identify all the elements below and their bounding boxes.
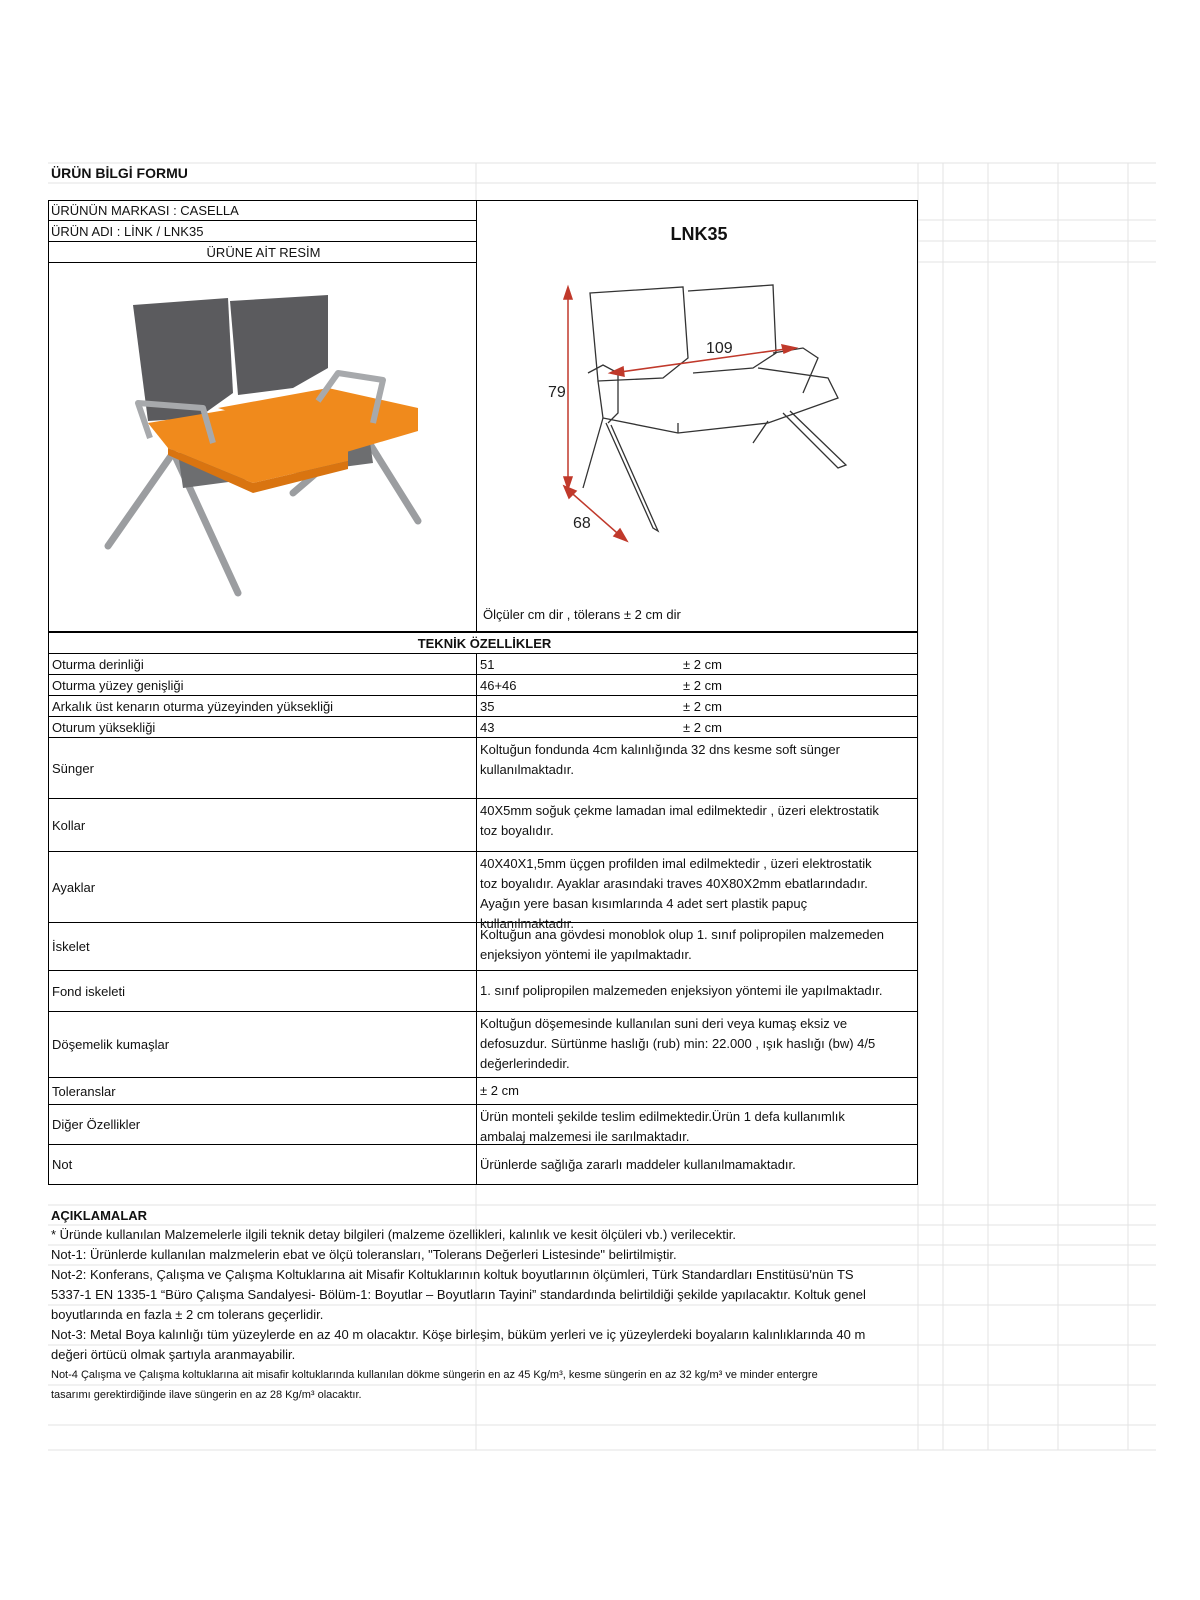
note-line: 5337-1 EN 1335-1 “Büro Çalışma Sandalyesi- Bölüm-1: Boyutlar – Boyutların Tayini” standardında belirtildiği şekilde yapılacaktır. Koltuk genel <box>51 1287 866 1302</box>
spec-value <box>476 1012 918 1078</box>
measure-label: Arkalık üst kenarın oturma yüzeyinden yüksekliği <box>48 696 477 717</box>
measure-label: Oturma derinliği <box>48 654 477 675</box>
note-line: Not-1: Ürünlerde kullanılan malzmelerin ebat ve ölçü toleransları, "Tolerans Değerleri Listesinde" belirtilmiştir. <box>51 1247 677 1262</box>
spec-value-text <box>480 981 883 1001</box>
dimension-width: 109 <box>706 340 733 357</box>
spec-label: Not <box>48 1145 477 1185</box>
spec-value-text <box>480 1081 519 1101</box>
product-name-label: ÜRÜN ADI : LİNK / LNK35 <box>48 221 476 242</box>
dimension-drawing <box>528 273 908 573</box>
spec-value-text <box>480 801 917 841</box>
spec-value <box>476 799 918 852</box>
spec-label: Sünger <box>48 738 477 799</box>
spec-value <box>476 923 918 971</box>
spec-value <box>476 1078 918 1105</box>
spec-value <box>476 1105 918 1145</box>
note-line: tasarımı gerektirdiğinde ilave süngerin en az 28 Kg/m³ olacaktır. <box>51 1389 362 1401</box>
spec-value-text <box>480 1155 796 1175</box>
measure-value: 46+46 <box>476 675 918 696</box>
note-line: boyutlarında en fazla ± 2 cm tolerans geçerlidir. <box>51 1307 324 1322</box>
chair-outline <box>583 285 846 531</box>
measure-tolerance: ± 2 cm <box>683 678 722 693</box>
measure-value: 43 <box>476 717 918 738</box>
measure-tolerance: ± 2 cm <box>683 720 722 735</box>
spec-value-line: Ayağın yere basan kısımlarında 4 adet sert plastik papuç <box>480 896 808 911</box>
note-line: değeri örtücü olmak şartıyla aranmayabilir. <box>51 1347 296 1362</box>
spec-value-text <box>480 854 917 934</box>
tech-header: TEKNİK ÖZELLİKLER <box>48 632 918 654</box>
notes-title: AÇIKLAMALAR <box>51 1207 148 1223</box>
form-title: ÜRÜN BİLGİ FORMU <box>51 165 188 181</box>
measure-label: Oturma yüzey genişliği <box>48 675 477 696</box>
spec-label: Fond iskeleti <box>48 971 477 1012</box>
chair-backrest-right <box>230 295 328 395</box>
measure-label: Oturum yüksekliği <box>48 717 477 738</box>
product-photo <box>88 283 448 613</box>
measure-tolerance: ± 2 cm <box>683 699 722 714</box>
spec-value-line: defosuzdur. Sürtünme haslığı (rub) min: 22.000 , ışık haslığı (bw) 4/5 <box>480 1036 876 1051</box>
spec-value-text <box>480 1014 917 1074</box>
spec-value-line: ambalaj malzemesi ile sarılmaktadır. <box>480 1129 690 1144</box>
note-line: Not-2: Konferans, Çalışma ve Çalışma Koltuklarına ait Misafir Koltuklarının koltuk boyutlarının ölçümleri, Türk Standardları Enstitüsü'nün TS <box>51 1267 854 1282</box>
dimension-lines <box>564 287 796 541</box>
spec-value-line: toz boyalıdır. Ayaklar arasındaki traves 40X80X2mm ebatlarındadır. <box>480 876 868 891</box>
dimensions-note: Ölçüler cm dir , tölerans ± 2 cm dir <box>483 606 681 622</box>
spec-value-line: kullanılmaktadır. <box>480 762 574 777</box>
spec-value-line: 40X5mm soğuk çekme lamadan imal edilmektedir , üzeri elektrostatik <box>480 803 879 818</box>
spec-value-line: Koltuğun döşemesinde kullanılan suni deri veya kumaş eksiz ve <box>480 1016 848 1031</box>
spec-value <box>476 1145 918 1185</box>
measure-value: 35 <box>476 696 918 717</box>
dimension-depth: 68 <box>573 515 591 532</box>
model-code: LNK35 <box>670 223 728 244</box>
spec-value-line: ± 2 cm <box>480 1083 519 1098</box>
spec-value-line: değerlerindedir. <box>480 1056 570 1071</box>
spec-value <box>476 971 918 1012</box>
dimension-height: 79 <box>548 384 566 401</box>
spec-label: Döşemelik kumaşlar <box>48 1012 477 1078</box>
brand-label: ÜRÜNÜN MARKASI : CASELLA <box>48 200 476 221</box>
spec-value-line: enjeksiyon yöntemi ile yapılmaktadır. <box>480 947 692 962</box>
spec-value <box>476 852 918 931</box>
image-caption: ÜRÜNE AİT RESİM <box>48 242 476 263</box>
spec-value-line: 1. sınıf polipropilen malzemeden enjeksiyon yöntemi ile yapılmaktadır. <box>480 983 883 998</box>
spec-value-line: Koltuğun ana gövdesi monoblok olup 1. sınıf polipropilen malzemeden <box>480 927 884 942</box>
top-block-divider <box>476 200 477 632</box>
spec-value-line: toz boyalıdır. <box>480 823 554 838</box>
spec-value-line: 40X40X1,5mm üçgen profilden imal edilmektedir , üzeri elektrostatik <box>480 856 872 871</box>
measure-value: 51 <box>476 654 918 675</box>
spec-label: İskelet <box>48 923 477 971</box>
spec-label: Diğer Özellikler <box>48 1105 477 1145</box>
spec-value-text <box>480 740 917 780</box>
spec-value-line: Ürün monteli şekilde teslim edilmektedir.Ürün 1 defa kullanımlık <box>480 1109 845 1124</box>
spec-value-line: Koltuğun fondunda 4cm kalınlığında 32 dns kesme soft sünger <box>480 742 840 757</box>
spec-label: Kollar <box>48 799 477 852</box>
spec-value-text <box>480 1107 917 1147</box>
spec-value-line: kullanılmaktadır. <box>480 916 574 931</box>
spec-label: Toleranslar <box>48 1078 477 1105</box>
spec-value-text <box>480 925 917 965</box>
note-line: Not-3: Metal Boya kalınlığı tüm yüzeylerde en az 40 m olacaktır. Köşe birleşim, büküm yerleri ve iç yüzeylerdeki boyaların kalınlıklarında 40 m <box>51 1327 866 1342</box>
spec-label: Ayaklar <box>48 852 477 923</box>
spec-value-line: Ürünlerde sağlığa zararlı maddeler kullanılmamaktadır. <box>480 1156 796 1172</box>
spec-value <box>476 738 918 799</box>
note-line: Not-4 Çalışma ve Çalışma koltuklarına ait misafir koltuklarında kullanılan dökme süngerin en az 45 Kg/m³, kesme süngerin en az 32 kg/m³ ve minder entergre <box>51 1369 818 1381</box>
note-line: * Üründe kullanılan Malzemelerle ilgili teknik detay bilgileri (malzeme özellikleri, kalınlık ve kesit ölçüleri vb.) verilecektir. <box>51 1227 736 1242</box>
measure-tolerance: ± 2 cm <box>683 657 722 672</box>
